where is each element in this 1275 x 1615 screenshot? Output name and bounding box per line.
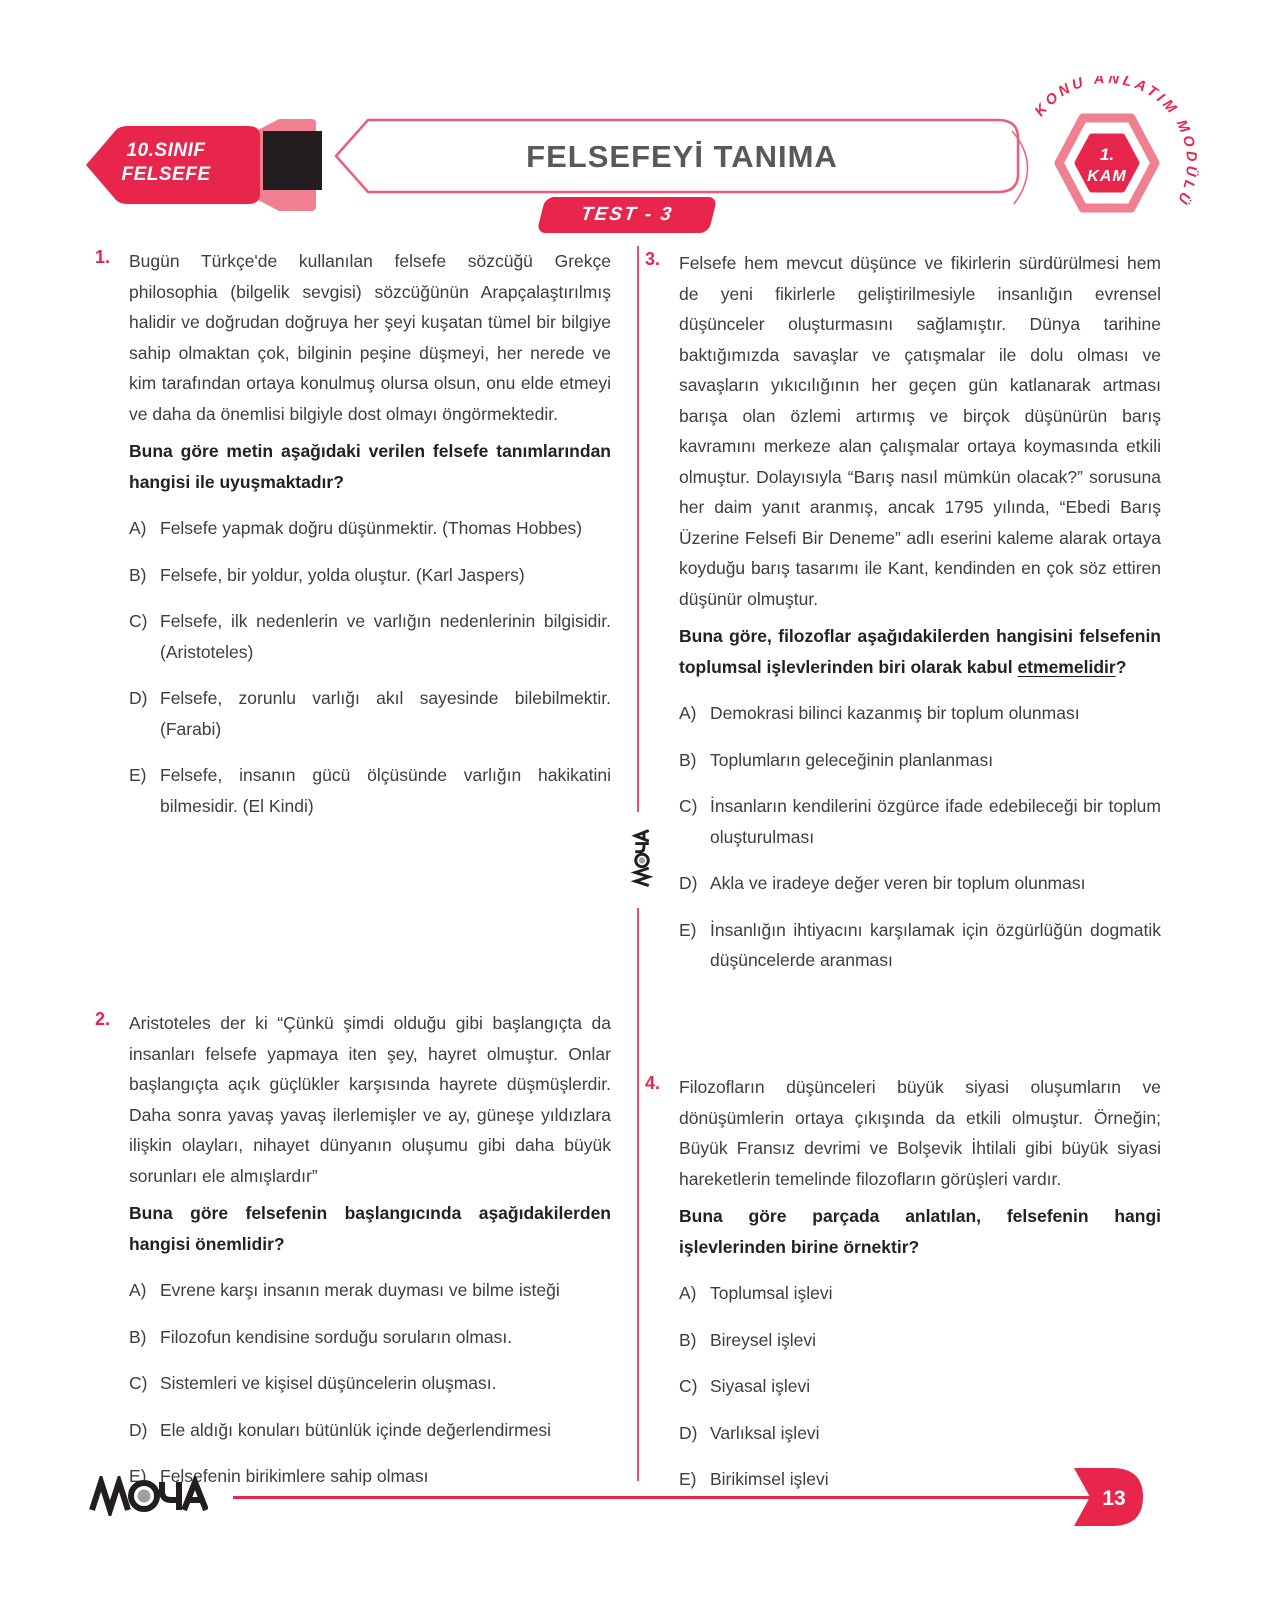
option-text: Sistemleri ve kişisel düşüncelerin oluşması. xyxy=(160,1373,497,1393)
page-number-badge-shape xyxy=(1072,1466,1146,1528)
option-text: Toplumsal işlevi xyxy=(710,1283,833,1303)
column-divider-top xyxy=(637,246,639,812)
question-3-number: 3. xyxy=(645,249,661,269)
title-box-shape xyxy=(330,114,1032,198)
question-4-number: 4. xyxy=(645,1073,661,1093)
question-4-head xyxy=(645,1072,1161,1495)
option-letter: B) xyxy=(679,1329,697,1350)
option-row xyxy=(129,560,611,591)
option-letter: E) xyxy=(679,919,697,940)
column-divider-bottom xyxy=(637,908,639,1481)
test-label: TEST - 3 xyxy=(579,204,675,225)
moya-logo-footer-graphic xyxy=(88,1476,208,1516)
option-text: Birikimsel işlevi xyxy=(710,1469,829,1489)
logo-letter-y xyxy=(162,1482,179,1510)
question-3-prompt xyxy=(679,621,1161,682)
option-text: Felsefe, zorunlu varlığı akıl sayesinde bilebilmektir. (Farabi) xyxy=(160,688,611,739)
question-3-main xyxy=(679,248,1161,976)
question-3-prompt-suffix: ? xyxy=(1115,656,1127,677)
option-letter: D) xyxy=(129,688,148,708)
question-4 xyxy=(645,1072,1161,1495)
option-letter: A) xyxy=(129,1280,147,1300)
question-3-options xyxy=(679,698,1161,976)
question-1-head xyxy=(95,246,611,821)
option-row xyxy=(679,1325,1161,1356)
option-row xyxy=(679,791,1161,852)
logo-letter-a xyxy=(184,1482,206,1510)
option-text: Filozofun kendisine sorduğu soruların olması. xyxy=(160,1326,513,1347)
option-letter: A) xyxy=(129,518,147,538)
question-3-head xyxy=(645,248,1161,976)
title-box xyxy=(330,114,1032,198)
option-row xyxy=(679,868,1161,899)
option-text: Demokrasi bilinci kazanmış bir toplum olunması xyxy=(710,703,1080,723)
question-2-body: Aristoteles der ki “Çünkü şimdi olduğu gibi başlangıçta da insanları felsefe yapmaya iten şey, hayret olmuştur. Onlar başlangıçta açık güçlükler karşısında hayrete düşmüşlerdir. Daha sonra yavaş yavaş ilerlemişler ve ay, güneşe yıldızlara ilişkin olayları, nihayet dünyanın oluşumu gibi daha büyük sorunları ele almışlardır” xyxy=(129,1013,611,1186)
option-row xyxy=(129,1322,611,1353)
question-1-body: Bugün Türkçe'de kullanılan felsefe sözcüğü Grekçe philosophia (bilgelik sevgisi) sözcüğünün Arapçalaştırılmış halidir ve doğrudan doğruya her şeyi kuşatan tümel bir bilgiye sahip olmaktan çok, bilginin peşine düşmeyi, her nerede ve kim tarafından ortaya konulmuş olursa olsun, onu elde etmeyi ve daha da önemlisi bilgiyle dost olmayı öngörmektedir. xyxy=(129,251,611,424)
question-2-options xyxy=(129,1275,611,1492)
question-2-main xyxy=(129,1008,611,1492)
option-text: İnsanlığın ihtiyacını karşılamak için özgürlüğün dogmatik düşüncelerde aranması xyxy=(710,919,1161,970)
question-1-main xyxy=(129,246,611,821)
question-1-options xyxy=(129,513,611,821)
test-label-banner xyxy=(537,197,718,233)
option-letter: D) xyxy=(679,1422,698,1443)
option-text: Toplumların geleceğinin planlanması xyxy=(710,749,994,770)
badge-arc-text: KONU ANLATIM MODÜLÜ xyxy=(1031,76,1200,209)
option-letter: E) xyxy=(679,1469,697,1489)
question-1-number: 1. xyxy=(95,247,111,267)
question-4-options xyxy=(679,1278,1161,1495)
option-text: Felsefe, bir yoldur, yolda oluştur. (Karl Jaspers) xyxy=(160,564,525,585)
question-3-body: Felsefe hem mevcut düşünce ve fikirlerin sürdürülmesi hem de yeni fikirlerle geliştirilmesiyle insanlığın evrensel düşünceler oluşturmasını sağlamıştır. Dünya tarihine baktığımızda savaşlar ve çatışmalar ile dolu olması ve savaşların yıkıcılığının her geçen gün katlanarak artması barışa olan özlemi artırmış ve birçok düşünürün barış kavramını merkeze alan çalışmalar ortaya koymasında etkili olmuştur. Dolayısıyla “Barış nasıl mümkün olacak?” sorusuna her daim yanıt aranmış, ancak 1795 yılında, “Ebedi Barış Üzerine Felsefi Bir Deneme” adlı eserini kaleme alarak ortaya koyduğu barış tasarımı ile Kant, kendinden en çok söz ettiren düşünür olmuştur. xyxy=(679,253,1161,609)
option-row xyxy=(129,513,611,544)
question-4-main xyxy=(679,1072,1161,1495)
logo-letter-o-dot xyxy=(138,1490,151,1503)
option-letter: E) xyxy=(129,1466,147,1486)
option-letter: C) xyxy=(129,611,148,631)
module-badge xyxy=(1012,76,1207,271)
moya-logo-footer xyxy=(88,1476,208,1516)
option-row xyxy=(679,745,1161,776)
option-row xyxy=(679,1278,1161,1309)
option-row xyxy=(679,698,1161,729)
page-number-badge xyxy=(1072,1466,1146,1528)
module-badge-graphic xyxy=(1012,76,1207,271)
question-1-prompt xyxy=(129,436,611,497)
option-text: Felsefe, insanın gücü ölçüsünde varlığın hakikatini bilmesidir. (El Kindi) xyxy=(160,765,611,816)
badge-line2: KAM xyxy=(1087,168,1127,185)
option-text: Siyasal işlevi xyxy=(710,1376,811,1396)
option-row xyxy=(129,683,611,744)
class-line1: 10.SINIF xyxy=(126,140,206,161)
option-letter: D) xyxy=(679,873,698,893)
option-letter: A) xyxy=(679,703,697,723)
option-letter: C) xyxy=(129,1373,148,1393)
option-row xyxy=(679,1418,1161,1449)
option-row xyxy=(129,1415,611,1446)
option-letter: B) xyxy=(129,1326,147,1347)
class-line2: FELSEFE xyxy=(121,164,211,185)
question-2 xyxy=(95,1008,611,1492)
option-row xyxy=(129,606,611,667)
question-1 xyxy=(95,246,611,821)
badge-line1: 1. xyxy=(1099,145,1115,164)
option-text: Ele aldığı konuları bütünlük içinde değerlendirmesi xyxy=(160,1419,552,1440)
option-row xyxy=(129,1275,611,1306)
option-text: Varlıksal işlevi xyxy=(710,1422,820,1443)
option-letter: C) xyxy=(679,796,698,816)
question-2-prompt xyxy=(129,1198,611,1259)
option-row xyxy=(679,1371,1161,1402)
question-3-prompt-prefix: Buna göre, filozoflar aşağıdakilerden hangisini felsefenin toplumsal işlevlerinden biri olarak kabul xyxy=(679,626,1161,677)
option-text: Akla ve iradeye değer veren bir toplum olunması xyxy=(710,873,1086,893)
question-3 xyxy=(645,248,1161,976)
option-text: Felsefe, ilk nedenlerin ve varlığın nedenlerinin bilgisidir. (Aristoteles) xyxy=(160,611,611,662)
option-text: Bireysel işlevi xyxy=(710,1329,816,1350)
page-title: FELSEFEYİ TANIMA xyxy=(526,139,838,174)
option-letter: E) xyxy=(129,765,147,785)
option-letter: B) xyxy=(679,749,697,770)
option-letter: D) xyxy=(129,1419,148,1440)
question-2-number: 2. xyxy=(95,1009,111,1029)
question-2-prompt-prefix: Buna göre felsefenin başlangıcında aşağıdakilerden hangisi önemlidir? xyxy=(129,1203,611,1254)
question-3-prompt-underline: etmemelidir xyxy=(1017,656,1116,677)
option-letter: C) xyxy=(679,1376,698,1396)
option-text: Felsefe yapmak doğru düşünmektir. (Thomas Hobbes) xyxy=(160,518,583,538)
option-text: Evrene karşı insanın merak duyması ve bilme isteği xyxy=(160,1280,560,1300)
black-square-decoration xyxy=(263,131,322,190)
page-number: 13 xyxy=(1102,1487,1126,1510)
logo-letter-m xyxy=(92,1482,128,1510)
question-4-prompt-prefix: Buna göre parçada anlatılan, felsefenin hangi işlevlerinden birine örnektir? xyxy=(679,1206,1161,1257)
option-row xyxy=(129,760,611,821)
swoosh-decoration xyxy=(1012,131,1028,204)
option-text: Felsefenin birikimlere sahip olması xyxy=(160,1466,429,1486)
option-letter: A) xyxy=(679,1283,697,1303)
question-1-prompt-prefix: Buna göre metin aşağıdaki verilen felsefe tanımlarından hangisi ile uyuşmaktadır? xyxy=(129,441,611,492)
question-2-head xyxy=(95,1008,611,1492)
option-letter: B) xyxy=(129,564,147,585)
footer-rule xyxy=(233,1496,1138,1499)
option-text: İnsanların kendilerini özgürce ifade edebileceği bir toplum oluşturulması xyxy=(710,796,1161,847)
option-row xyxy=(679,915,1161,976)
class-banner-text xyxy=(90,134,242,192)
question-4-body: Filozofların düşünceleri büyük siyasi oluşumların ve dönüşümlerin ortaya çıkışında da etkili olmuştur. Örneğin; Büyük Fransız devrimi ve Bolşevik İhtilali gibi büyük siyasi hareketlerin temelinde filozofların görüşleri vardır. xyxy=(679,1077,1161,1189)
question-4-prompt xyxy=(679,1201,1161,1262)
option-row xyxy=(129,1368,611,1399)
